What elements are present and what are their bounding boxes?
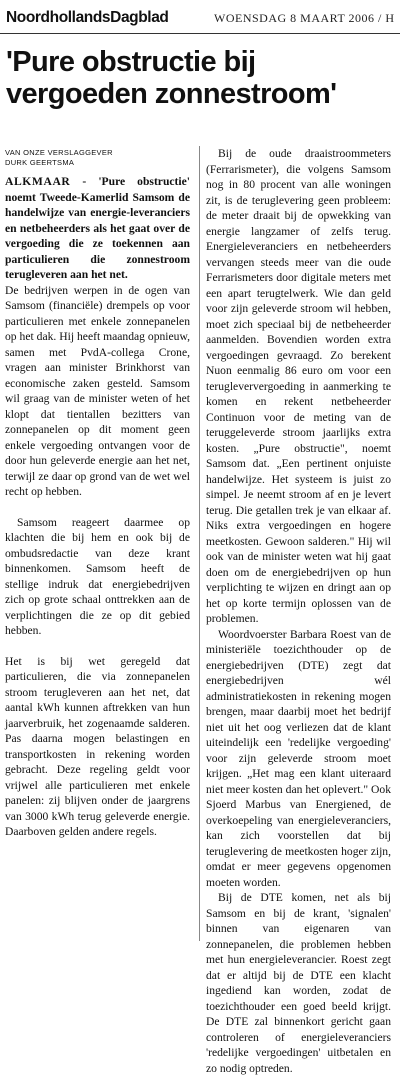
masthead	[0, 0, 400, 44]
byline-credit: VAN ONZE VERSLAGGEVER	[5, 148, 113, 157]
issue-date: WOENSDAG 8 MAART 2006 / H	[214, 11, 395, 25]
column-divider	[199, 146, 200, 941]
body-paragraph-5: Woordvoerster Barbara Roest van de ministeriële toezichthouder op de energiebedrijven (DTE) zegt dat energiebedrijven wél administratiekosten in rekening mogen brengen, maar daarbij moet het bedrijf niet uit het oog verliezen dat de klant uiteindelijk een 'redelijke vergoeding' voor zijn geleverde stroom moet krijgen. „Het mag een klant uiteraard niet meer kosten dan het oplevert." Ook Sjoerd Marbus van Energiened, de overkoepeling van energieleveranciers, kan zich voorstellen dat bij teruglevering de meetkosten hoger zijn, omdat er meer gegevens opgenomen moeten worden.	[206, 627, 391, 889]
masthead-divider	[0, 33, 400, 34]
body-paragraph-2: Samsom reageert daarmee op klachten die bij hem en ook bij de ombudsredactie van deze krant binnenkomen. Samsom heeft de stellige indruk dat energiebedrijven zich op grote schaal onttrekken aan de verplichtingen die ze op dit gebied hebben.	[5, 515, 190, 637]
body-paragraph-6: Bij de DTE komen, net als bij Samsom en bij de krant, 'signalen' binnen van eigenaren van zonnepanelen, die problemen hebben met hun energieleverancier. Roest zegt dat er altijd bij de DTE een klacht ingediend kan worden, zodat de toezichthouder een goed beeld krijgt. De DTE zal binnenkort gericht gaan controleren of energieleveranciers 'redelijke vergoedingen' uitbetalen en zo nodig optreden.	[206, 891, 391, 1075]
article-column-right	[206, 146, 391, 1076]
byline-author: DURK GEERTSMA	[5, 158, 75, 167]
headline	[6, 46, 396, 110]
dateline-place: ALKMAAR	[5, 175, 71, 188]
body-paragraph-3: Het is bij wet geregeld dat particulieren, die via zonnepanelen stroom terugleveren aan het net, dat aantal kWh kunnen aftrekken van hun jaarverbruik, het zogenaamde salderen. Pas daarna mogen belastingen en transportkosten in rekening worden gebracht. Deze regeling geldt voor vrijwel alle particulieren met enkele panelen: zij blijven onder de jaargrens van 3000 kWh terug geleverde energie. Daarboven gelden andere regels.	[5, 654, 190, 838]
newspaper-name: NoordhollandsDagblad	[6, 9, 169, 26]
lead-text: - 'Pure obstructie' noemt Tweede-Kamerlid Samsom de handelwijze van energie-leveranciers en netbeheerders als het gaat over de vergoeding die ze toekennen aan particulieren die zonnestroom terugleveren aan het net.	[5, 175, 190, 281]
headline-line-1: 'Pure obstructie bij	[6, 46, 256, 78]
body-paragraph-4: Bij de oude draaistroommeters (Ferrarismeter), die volgens Samsom nog in 80 procent van alle woningen zit, is de teruglevering geen probleem: de meter draait bij de opwekking van energie langzamer of zelfs terug. Energieleveranciers en netbeheerders vervangen steeds meer van die oude Ferrarismeters door digitale meters met een apart terugtelwerk. Wie dan geld voor zijn geleverde stroom wil hebben, moet zich speciaal bij de netbeheerder aanmelden. Bovendien worden extra vergoedingen gevraagd. Zo berekent Nuon eenmalig 86 euro om voor een terugleververgoeding in aanmerking te komen en rekent netbeheerder Continuon voor de meting van de teruggeleverde stroom jaarlijks extra kosten. „Pure obstructie", noemt Samsom dat. „Een pertinent onjuiste handelwijze. Het systeem is juist zo simpel. Je neemt stroom af en je levert terug. Die getallen trek je van elkaar af. Niks extra vergoedingen en hogere meetkosten. Gewoon salderen." Hij wil ook van de minister weten wat hij gaat doen om de energiebedrijven op hun verplichting te wijzen en dringt aan op het op korte termijn oplossen van de problemen.	[206, 147, 391, 625]
byline	[5, 148, 190, 168]
headline-line-2: vergoeden zonnestroom'	[6, 78, 337, 110]
article-column-left	[5, 148, 190, 840]
article-lead	[5, 174, 190, 283]
body-paragraph-1: De bedrijven werpen in de ogen van Samsom (financiële) drempels op voor particulieren met enkele zonnepanelen op het dak. Hij heeft maandag opnieuw, samen met PvdA-collega Crone, vragen aan minister Brinkhorst van economische zaken gesteld. Samsom wil graag van de minister weten of het klopt dat tientallen bezitters van zonnepanelen op dit moment geen enkele vergoeding ontvangen voor de door hun geleverde energie aan het net, terwijl ze daar op grond van de wet wel recht op hebben.	[5, 283, 190, 498]
